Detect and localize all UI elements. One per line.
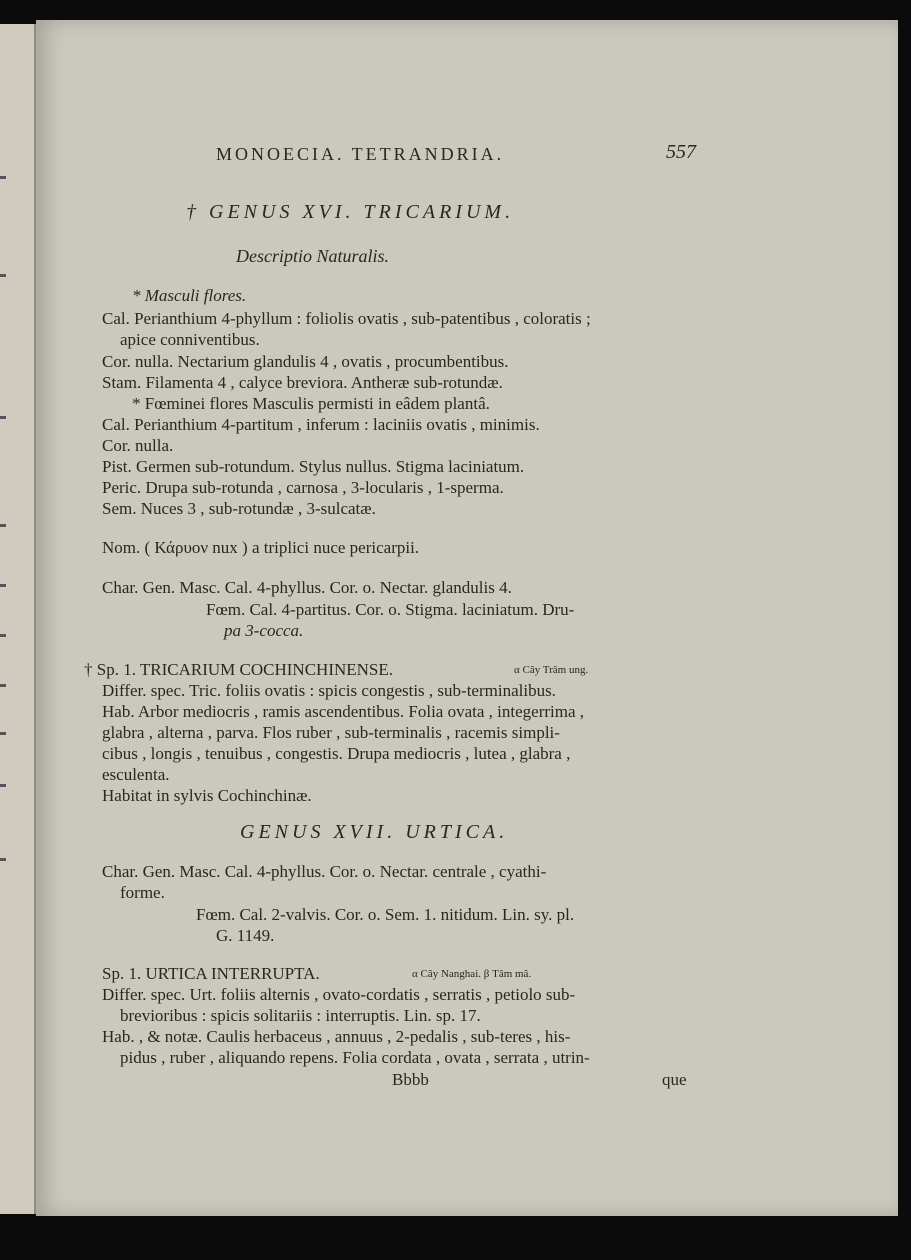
corolla-feminine: Cor. nulla. [102,436,174,455]
catchword: que [662,1070,687,1089]
genus-17-title: GENUS XVII. URTICA. [240,821,509,843]
species-2-differentia-2: brevioribus : spicis solitariis : interruptis. Lin. sp. 17. [120,1006,481,1025]
corolla-masculine: Cor. nulla. Nectarium glandulis 4 , ovatis , procumbentibus. [102,352,509,371]
page-number: 557 [666,141,696,163]
species-1-vernacular: α Cây Trâm ung. [514,664,589,676]
calyx-feminine: Cal. Perianthium 4-partitum , inferum : laciniis ovatis , minimis. [102,415,540,434]
left-page-edge [0,24,36,1214]
species-1-habit-2: glabra , alterna , parva. Flos ruber , sub-terminalis , racemis simpli- [102,723,560,742]
genus-16-subtitle: Descriptio Naturalis. [236,246,390,266]
nomenclature: Nom. ( Κάρυον nux ) a triplici nuce pericarpii. [102,538,420,557]
seeds: Sem. Nuces 3 , sub-rotundæ , 3-sulcatæ. [102,499,376,518]
species-2-differentia-1: Differ. spec. Urt. foliis alternis , ovato-cordatis , serratis , petiolo sub- [102,985,576,1004]
genus-17-character-1: Char. Gen. Masc. Cal. 4-phyllus. Cor. o. Nectar. centrale , cyathi- [102,862,547,881]
species-1-differentia: Differ. spec. Tric. foliis ovatis : spicis congestis , sub-terminalibus. [102,681,556,700]
genus-17-character-2: forme. [120,883,165,902]
genus-16-character-1: Char. Gen. Masc. Cal. 4-phyllus. Cor. o. Nectar. glandulis 4. [102,578,512,597]
stamens: Stam. Filamenta 4 , calyce breviora. Antheræ sub-rotundæ. [102,373,503,392]
species-2-habit-1: Hab. , & notæ. Caulis herbaceus , annuus , 2-pedalis , sub-teres , his- [102,1027,571,1046]
foeminei-heading: * Fœminei flores Masculis permisti in eâdem plantâ. [132,394,490,413]
running-head: MONOECIA. TETRANDRIA. [216,144,505,164]
genus-16-character-3: pa 3-cocca. [224,621,304,640]
genus-16-title: † GENUS XVI. TRICARIUM. [186,201,515,223]
calyx-masculine: Cal. Perianthium 4-phyllum : foliolis ovatis , sub-patentibus , coloratis ; [102,309,591,328]
species-1-habitat: Habitat in sylvis Cochinchinæ. [102,786,312,805]
genus-17-character-4: G. 1149. [216,926,275,945]
calyx-masculine-cont: apice conniventibus. [120,330,260,349]
species-1-habit-3: cibus , longis , tenuibus , congestis. Drupa mediocris , lutea , glabra , [102,744,571,763]
species-2-title: Sp. 1. URTICA INTERRUPTA. [102,964,320,983]
masculi-heading: * Masculi flores. [132,286,247,305]
species-1-habit-4: esculenta. [102,765,170,784]
pericarp: Peric. Drupa sub-rotunda , carnosa , 3-locularis , 1-sperma. [102,478,504,497]
genus-17-character-3: Fœm. Cal. 2-valvis. Cor. o. Sem. 1. nitidum. Lin. sy. pl. [196,905,575,924]
species-2-habit-2: pidus , ruber , aliquando repens. Folia cordata , ovata , serrata , utrin- [120,1048,590,1067]
pistil: Pist. Germen sub-rotundum. Stylus nullus. Stigma laciniatum. [102,457,525,476]
species-1-title: † Sp. 1. TRICARIUM COCHINCHINENSE. [84,660,394,679]
species-2-vernacular: α Cây Nanghai. β Tâm mâ. [412,968,532,980]
book-page [36,20,898,1216]
species-1-habit-1: Hab. Arbor mediocris , ramis ascendentibus. Folia ovata , integerrima , [102,702,585,721]
signature-mark: Bbbb [392,1070,429,1089]
genus-16-character-2: Fœm. Cal. 4-partitus. Cor. o. Stigma. laciniatum. Dru- [206,600,575,619]
